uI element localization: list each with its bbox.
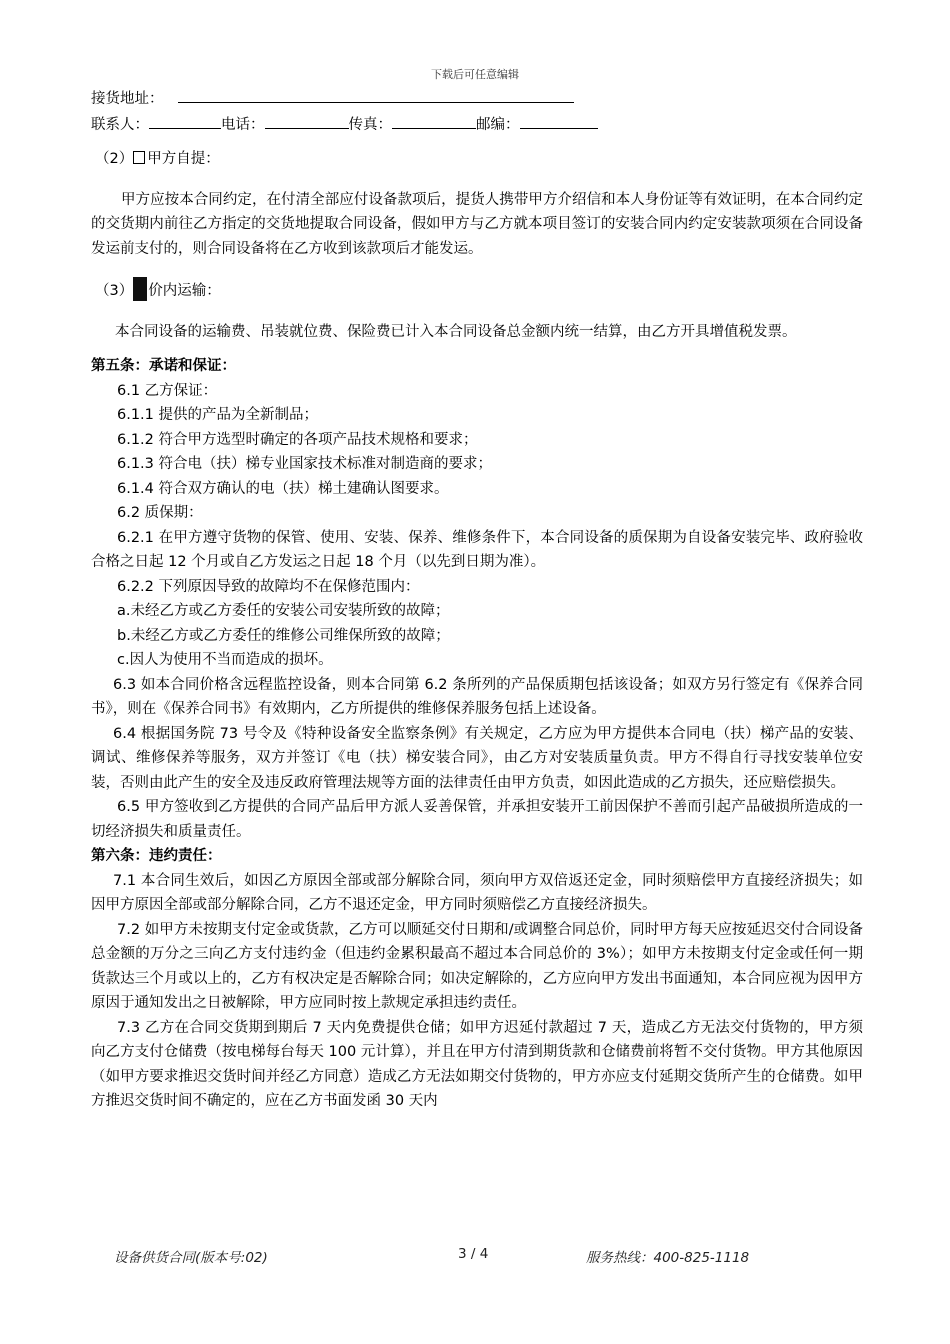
- section2-body: 甲方应按本合同约定，在付清全部应付设备款项后，提货人携带甲方介绍信和本人身份证等有效证明，在本合同约定的交货期内前往乙方指定的交货地提取合同设备，假如甲方与乙方就本项目签订的安装合同内约定安装款项须在合同设备发运前支付的，则合同设备将在乙方收到该款项后才能发运。: [91, 191, 863, 257]
- section3-number: （3）: [95, 283, 134, 299]
- phone-blank: [265, 112, 349, 129]
- clause-7-1: 7.1 本合同生效后，如因乙方原因全部或部分解除合同，须向甲方双倍返还定金，同时须赔偿甲方直接经济损失；如因甲方原因全部或部分解除合同，乙方不退还定金，甲方同时须赔偿乙方直接经济损失。: [91, 872, 863, 913]
- list-item: 6.1.1 提供的产品为全新制品；: [117, 407, 319, 423]
- clause-6-2-1: 6.2.1 在甲方遵守货物的保管、使用、安装、保养、维修条件下，本合同设备的质保期为自设备安装完毕、政府验收合格之日起 12 个月或自乙方发运之日起 18 个月（以先到日期为准）。: [91, 529, 863, 570]
- checked-box-icon: [133, 277, 147, 301]
- checkbox-icon: [133, 151, 145, 164]
- list-item: 6.1.3 符合电（扶）梯专业国家技术标准对制造商的要求；: [117, 456, 493, 472]
- document-body: [91, 86, 863, 1114]
- delivery-contact-line: [91, 112, 863, 138]
- contact-blank: [149, 112, 221, 129]
- fax-label: 传真：: [348, 116, 392, 133]
- list-item: 6.1 乙方保证：: [117, 382, 218, 399]
- article5-title: 第五条：承诺和保证：: [91, 358, 236, 374]
- clause-7-3: 7.3 乙方在合同交货期到期后 7 天内免费提供仓储；如甲方迟延付款超过 7 天，造成乙方无法交付货物的，甲方须向乙方支付仓储费（按电梯每台每天 100 元计算），并且在甲方付清到期货款和仓储费前将暂不交付货物。甲方其他原因（如甲方要求推迟交货时间并经乙方同意）造成乙方无法如期交付货物的，甲方亦应支付延期交货所产生的仓储费。如甲方推迟交货时间不确定的，应在乙方书面发函 30 天内: [91, 1019, 863, 1109]
- clause-6-4: 6.4 根据国务院 73 号令及《特种设备安全监察条例》有关规定，乙方应为甲方提供本合同电（扶）梯产品的安装、调试、维修保养等服务，双方并签订《电（扶）梯安装合同》，由乙方对安装质量负责。甲方不得自行寻找安装单位安装，否则由此产生的安全及违反政府管理法规等方面的法律责任由甲方负责，如因此造成的乙方损失，还应赔偿损失。: [91, 725, 863, 791]
- fax-blank: [392, 112, 476, 129]
- footer-hotline: 服务热线：400-825-1118: [586, 1250, 750, 1266]
- phone-label: 电话：: [221, 116, 265, 133]
- section3-option: 价内运输：: [148, 283, 221, 299]
- delivery-address-line: [91, 86, 863, 112]
- page-number: 3 / 4: [458, 1246, 489, 1262]
- address-label: 接货地址：: [91, 91, 164, 107]
- list-item: 6.1.4 符合双方确认的电（扶）梯土建确认图要求。: [117, 480, 449, 497]
- address-blank: [178, 86, 574, 103]
- clause-7-2: 7.2 如甲方未按期支付定金或货款，乙方可以顺延交付日期和/或调整合同总价，同时甲方每天应按延迟交付合同设备总金额的万分之三向乙方支付违约金（但违约金累积最高不超过本合同总价的 3%）；如甲方未按期支付定金或任何一期货款达三个月或以上的，乙方有权决定是否解除合同；如决定解除的，乙方应向甲方发出书面通知，本合同应视为因甲方原因于通知发出之日被解除，甲方应同时按上款规定承担违约责任。: [91, 921, 863, 1011]
- list-item: 6.2 质保期：: [117, 505, 203, 521]
- postcode-blank: [520, 112, 598, 129]
- footer-doc-title: 设备供货合同(版本号:02): [114, 1250, 268, 1266]
- section2-heading: [91, 147, 863, 172]
- exclusion-item: a.未经乙方或乙方委任的安装公司安装所致的故障；: [117, 603, 450, 619]
- list-item: 6.1.2 符合甲方选型时确定的各项产品技术规格和要求；: [117, 431, 478, 448]
- postcode-label: 邮编：: [476, 116, 520, 133]
- section2-option: 甲方自提：: [147, 151, 220, 167]
- article5-list: [91, 379, 863, 526]
- clause-6-5: 6.5 甲方签收到乙方提供的合同产品后甲方派人妥善保管，并承担安装开工前因保护不善而引起产品破损所造成的一切经济损失和质量责任。: [91, 799, 863, 840]
- section3-heading: [91, 277, 863, 304]
- header-note: 下载后可任意编辑: [431, 68, 519, 81]
- article6-title: 第六条：违约责任：: [91, 848, 222, 864]
- clause-6-3: 6.3 如本合同价格含远程监控设备，则本合同第 6.2 条所列的产品保质期包括该设备；如双方另行签定有《保养合同书》，则在《保养合同书》有效期内，乙方所提供的维修保养服务包括上述设备。: [91, 676, 863, 717]
- section3-body: 本合同设备的运输费、吊装就位费、保险费已计入本合同设备总金额内统一结算，由乙方开具增值税发票。: [115, 323, 797, 340]
- exclusion-item: c.因人为使用不当而造成的损坏。: [117, 652, 333, 668]
- exclusion-item: b.未经乙方或乙方委任的维修公司维保所致的故障；: [117, 627, 450, 644]
- section2-number: （2）: [95, 151, 134, 167]
- clause-6-2-2: 6.2.2 下列原因导致的故障均不在保修范围内：: [117, 578, 420, 595]
- contact-label: 联系人：: [91, 116, 149, 133]
